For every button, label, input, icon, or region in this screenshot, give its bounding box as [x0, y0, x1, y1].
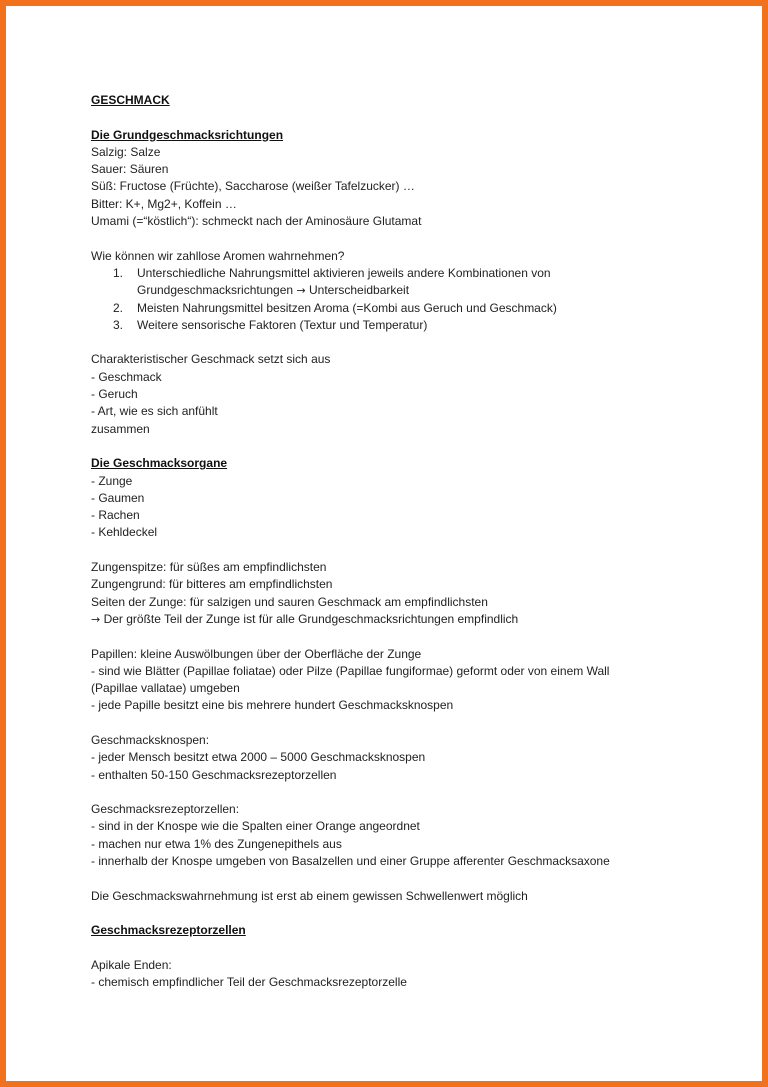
document-title: GESCHMACK — [91, 93, 170, 107]
text-line: Umami (=“köstlich“): schmeckt nach der Aminosäure Glutamat — [91, 214, 422, 229]
list-item: 2. Meisten Nahrungsmittel besitzen Aroma (=Kombi aus Geruch und Geschmack) — [113, 300, 557, 315]
text-line: Süß: Fructose (Früchte), Saccharose (weißer Tafelzucker) … — [91, 179, 415, 194]
arrow-icon: → — [91, 612, 101, 626]
question-line: Wie können wir zahllose Aromen wahrnehmen? — [91, 248, 345, 263]
text-line: Geschmacksrezeptorzellen: — [91, 802, 240, 817]
conclusion-line: → Der größte Teil der Zunge ist für alle Grundgeschmacksrichtungen empfindlich — [91, 611, 519, 626]
arrow-icon: → — [296, 284, 306, 298]
list-item: 3. Weitere sensorische Faktoren (Textur und Temperatur) — [113, 317, 428, 332]
document-page — [91, 92, 731, 991]
text-line: - Gaumen — [91, 490, 145, 505]
text-line: Salzig: Salze — [91, 144, 161, 159]
text-line: Bitter: K+, Mg2+, Koffein … — [91, 196, 237, 211]
text-line: (Papillae vallatae) umgeben — [91, 681, 240, 696]
text-line: Papillen: kleine Auswölbungen über der Oberfläche der Zunge — [91, 646, 422, 661]
text-line: - Kehldeckel — [91, 525, 158, 540]
text-line: - innerhalb der Knospe umgeben von Basalzellen und einer Gruppe afferenter Geschmacksaxone — [91, 854, 610, 869]
text-line: - chemisch empfindlicher Teil der Geschmacksrezeptorzelle — [91, 975, 407, 990]
numbered-list — [91, 265, 731, 334]
text-line: - jeder Mensch besitzt etwa 2000 – 5000 Geschmacksknospen — [91, 750, 426, 765]
text-line: - Rachen — [91, 508, 140, 523]
text-line: - Art, wie es sich anfühlt — [91, 404, 218, 419]
section-heading-organe: Die Geschmacksorgane — [91, 456, 228, 471]
text-line: zusammen — [91, 421, 150, 436]
text-line: - jede Papille besitzt eine bis mehrere hundert Geschmacksknospen — [91, 698, 454, 713]
text-line: Charakteristischer Geschmack setzt sich aus — [91, 352, 331, 367]
list-item: 1. Unterschiedliche Nahrungsmittel aktivieren jeweils andere Kombinationen von Grundgeschmacksrichtungen → Unterscheidbarkeit — [113, 265, 551, 298]
text-line: Geschmacksknospen: — [91, 732, 210, 747]
text-line: - Geschmack — [91, 369, 162, 384]
text-line: Seiten der Zunge: für salzigen und sauren Geschmack am empfindlichsten — [91, 594, 488, 609]
section-heading-rezeptorzellen: Geschmacksrezeptorzellen — [91, 923, 246, 938]
text-line: - sind wie Blätter (Papillae foliatae) oder Pilze (Papillae fungiformae) geformt oder von einem Wall — [91, 663, 610, 678]
text-line: - Geruch — [91, 387, 138, 402]
section-heading-grundgeschmack: Die Grundgeschmacksrichtungen — [91, 127, 284, 142]
text-line: Die Geschmackswahrnehmung ist erst ab einem gewissen Schwellenwert möglich — [91, 888, 528, 903]
text-line: - Zunge — [91, 473, 133, 488]
text-line: - machen nur etwa 1% des Zungenepithels aus — [91, 836, 342, 851]
text-line: Sauer: Säuren — [91, 162, 169, 177]
text-line: Zungengrund: für bitteres am empfindlichsten — [91, 577, 333, 592]
text-line: - enthalten 50-150 Geschmacksrezeptorzellen — [91, 767, 337, 782]
text-line: Zungenspitze: für süßes am empfindlichsten — [91, 560, 327, 575]
text-line: Apikale Enden: — [91, 957, 172, 972]
text-line: - sind in der Knospe wie die Spalten einer Orange angeordnet — [91, 819, 420, 834]
